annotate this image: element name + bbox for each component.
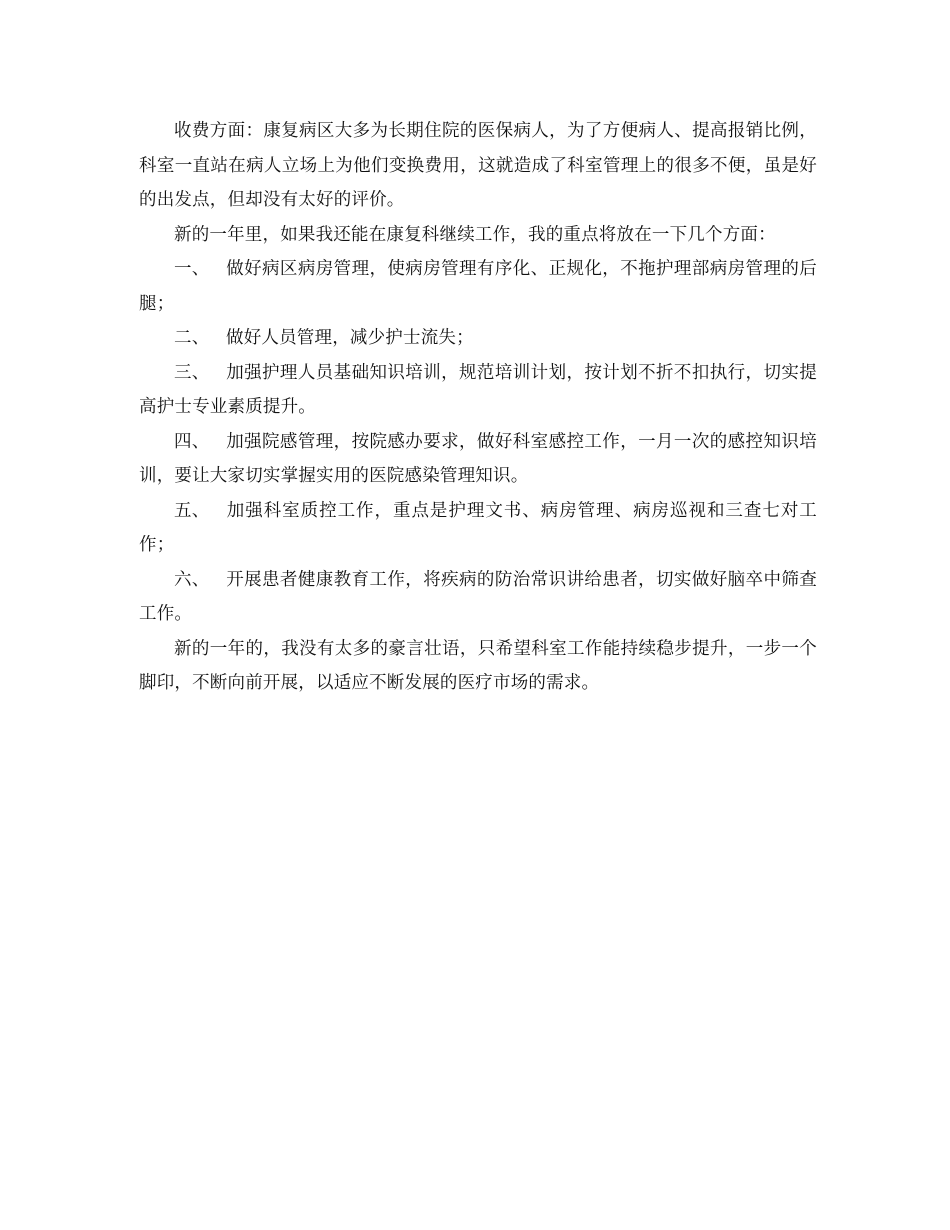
list-item-text: 加强科室质控工作，重点是护理文书、病房管理、病房巡视和三查七对工作； [139, 500, 817, 555]
list-item-4 [139, 425, 817, 494]
list-item-6 [139, 563, 817, 632]
list-item-number: 六、 [174, 569, 210, 590]
list-item-number: 四、 [174, 431, 210, 452]
list-item-2 [139, 321, 817, 356]
list-item-number: 三、 [174, 362, 210, 383]
list-item-number: 五、 [174, 500, 210, 521]
paragraph-new-year-focus [139, 218, 817, 253]
document-body [139, 114, 817, 701]
list-item-1 [139, 252, 817, 321]
list-item-3 [139, 356, 817, 425]
paragraph-closing [139, 632, 817, 701]
list-item-text: 加强院感管理，按院感办要求，做好科室感控工作，一月一次的感控知识培训，要让大家切实掌握实用的医院感染管理知识。 [139, 431, 817, 486]
list-item-text: 开展患者健康教育工作，将疾病的防治常识讲给患者，切实做好脑卒中筛查工作。 [139, 569, 817, 624]
paragraph-billing [139, 114, 817, 218]
list-item-number: 二、 [174, 328, 210, 348]
list-item-number: 一、 [174, 259, 210, 279]
paragraph-text: 新的一年里，如果我还能在康复科继续工作，我的重点将放在一下几个方面： [174, 224, 776, 245]
list-item-text: 做好病区病房管理，使病房管理有序化、正规化，不拖护理部病房管理的后腿； [139, 259, 817, 314]
list-item-text: 做好人员管理，减少护士流失； [226, 328, 474, 348]
list-item-5 [139, 494, 817, 563]
list-item-text: 加强护理人员基础知识培训，规范培训计划，按计划不折不扣执行，切实提高护士专业素质提升。 [139, 362, 817, 417]
paragraph-text: 收费方面：康复病区大多为长期住院的医保病人，为了方便病人、提高报销比例，科室一直站在病人立场上为他们变换费用，这就造成了科室管理上的很多不便，虽是好的出发点，但却没有太好的评价。 [139, 121, 817, 210]
paragraph-text: 新的一年的，我没有太多的豪言壮语，只希望科室工作能持续稳步提升，一步一个脚印，不断向前开展，以适应不断发展的医疗市场的需求。 [139, 638, 817, 693]
